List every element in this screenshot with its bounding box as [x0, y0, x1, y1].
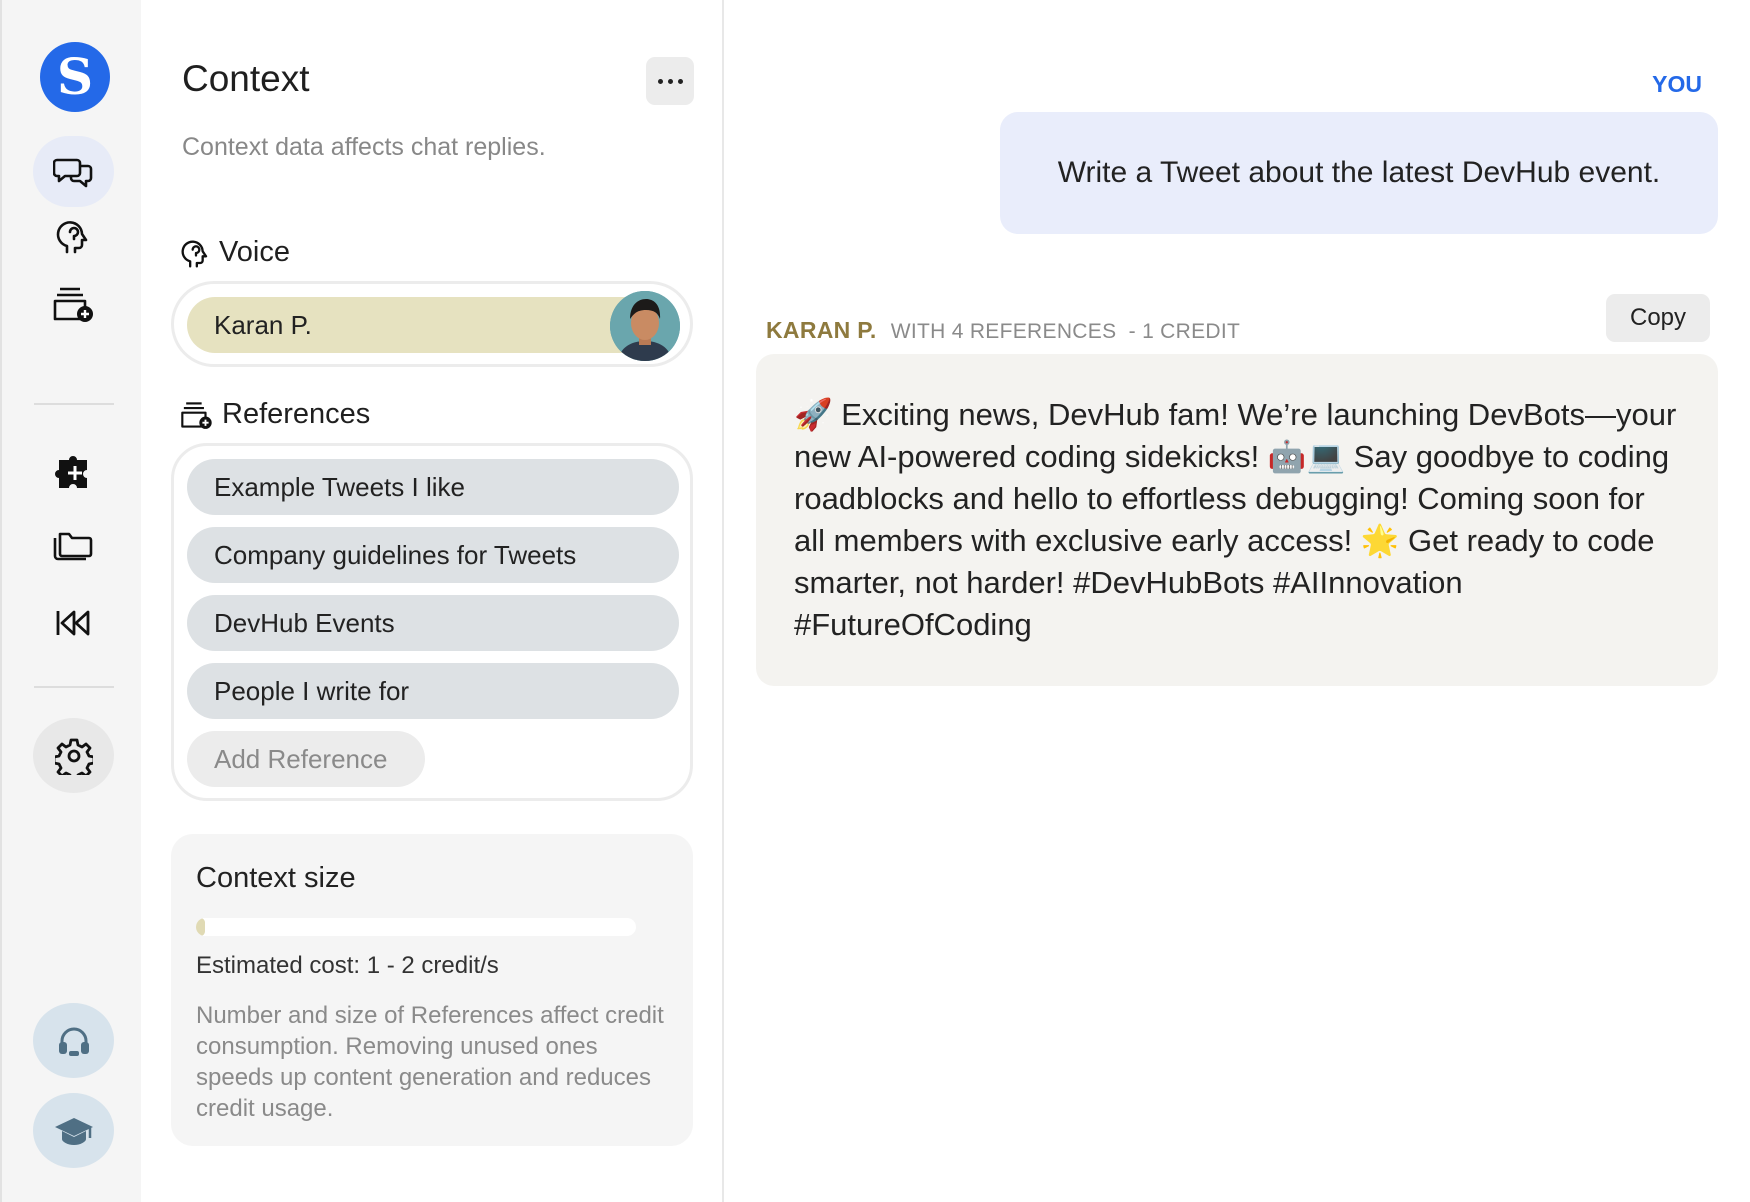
references-heading — [180, 398, 370, 431]
folders-icon — [53, 530, 95, 564]
reference-label: Example Tweets I like — [214, 471, 465, 502]
voice-nav-button[interactable] — [33, 200, 114, 271]
copy-button[interactable]: Copy — [1606, 294, 1710, 342]
library-nav-button[interactable] — [33, 511, 114, 582]
more-dots-icon — [678, 79, 683, 84]
context-size-title: Context size — [196, 862, 356, 894]
voice-heading — [181, 236, 290, 269]
gear-icon — [55, 737, 93, 775]
reference-chip[interactable] — [187, 663, 679, 719]
voice-chip[interactable] — [187, 297, 679, 353]
rail-divider — [34, 686, 114, 688]
user-label: YOU — [1652, 71, 1702, 97]
voice-name: Karan P. — [214, 309, 312, 340]
voice-head-icon — [56, 217, 92, 255]
voice-heading-label: Voice — [219, 236, 290, 268]
context-size-fill — [196, 918, 205, 936]
references-heading-label: References — [222, 398, 371, 430]
reply-meta-details: WITH 4 REFERENCES - 1 CREDIT — [890, 320, 1241, 343]
more-dots-icon — [658, 79, 663, 84]
rewind-icon — [55, 608, 93, 638]
reference-chip[interactable] — [187, 527, 679, 583]
reference-chip[interactable] — [187, 595, 679, 651]
reply-author: KARAN P. — [766, 317, 877, 343]
reply-message: 🚀 Exciting news, DevHub fam! We’re launching DevBots—your new AI-powered coding sidekicks! 🤖💻 Say goodbye to coding roadblocks and hello to effortless debugging! Coming soon for all members with exclusive early access! 🌟 Get ready to code smarter, not harder! #DevHubBots #AIInnovation #FutureOfCoding — [756, 354, 1718, 686]
more-options-button[interactable] — [646, 57, 694, 105]
user-message: Write a Tweet about the latest DevHub event. — [1000, 112, 1718, 234]
references-list — [171, 443, 693, 801]
estimated-cost: Estimated cost: 1 - 2 credit/s — [196, 952, 499, 979]
support-button[interactable] — [33, 1003, 114, 1078]
settings-button[interactable] — [33, 718, 114, 793]
learn-button[interactable] — [33, 1093, 114, 1168]
puzzle-icon — [55, 454, 93, 492]
chat-area — [724, 0, 1750, 1202]
reference-label: DevHub Events — [214, 607, 395, 638]
panel-title: Context — [182, 58, 310, 99]
voice-selector — [171, 281, 693, 367]
avatar — [610, 291, 680, 361]
context-panel — [141, 0, 724, 1202]
integrations-nav-button[interactable] — [33, 437, 114, 508]
voice-head-icon — [181, 237, 211, 269]
chat-bubbles-icon — [53, 154, 95, 190]
app-logo[interactable]: S — [40, 42, 110, 112]
more-dots-icon — [668, 79, 673, 84]
reference-chip[interactable] — [187, 459, 679, 515]
history-nav-button[interactable] — [33, 587, 114, 658]
sidebar-rail — [0, 0, 141, 1202]
context-size-card — [171, 834, 693, 1146]
reference-label: People I write for — [214, 675, 410, 706]
chat-nav-button[interactable] — [33, 136, 114, 207]
reply-meta — [766, 317, 1240, 344]
context-size-note: Number and size of References affect credit consumption. Removing unused ones speeds up content generation and reduces credit usage. — [196, 1002, 664, 1122]
graduation-cap-icon — [53, 1114, 95, 1148]
panel-subtitle: Context data affects chat replies. — [182, 133, 546, 161]
add-reference-icon — [180, 400, 214, 430]
add-reference-icon — [52, 285, 96, 323]
reference-label: Company guidelines for Tweets — [214, 539, 577, 570]
rail-divider — [34, 403, 114, 405]
headset-icon — [56, 1025, 92, 1057]
references-nav-button[interactable] — [33, 268, 114, 339]
add-reference-button[interactable]: Add Reference — [187, 731, 425, 787]
context-size-bar — [196, 918, 636, 936]
